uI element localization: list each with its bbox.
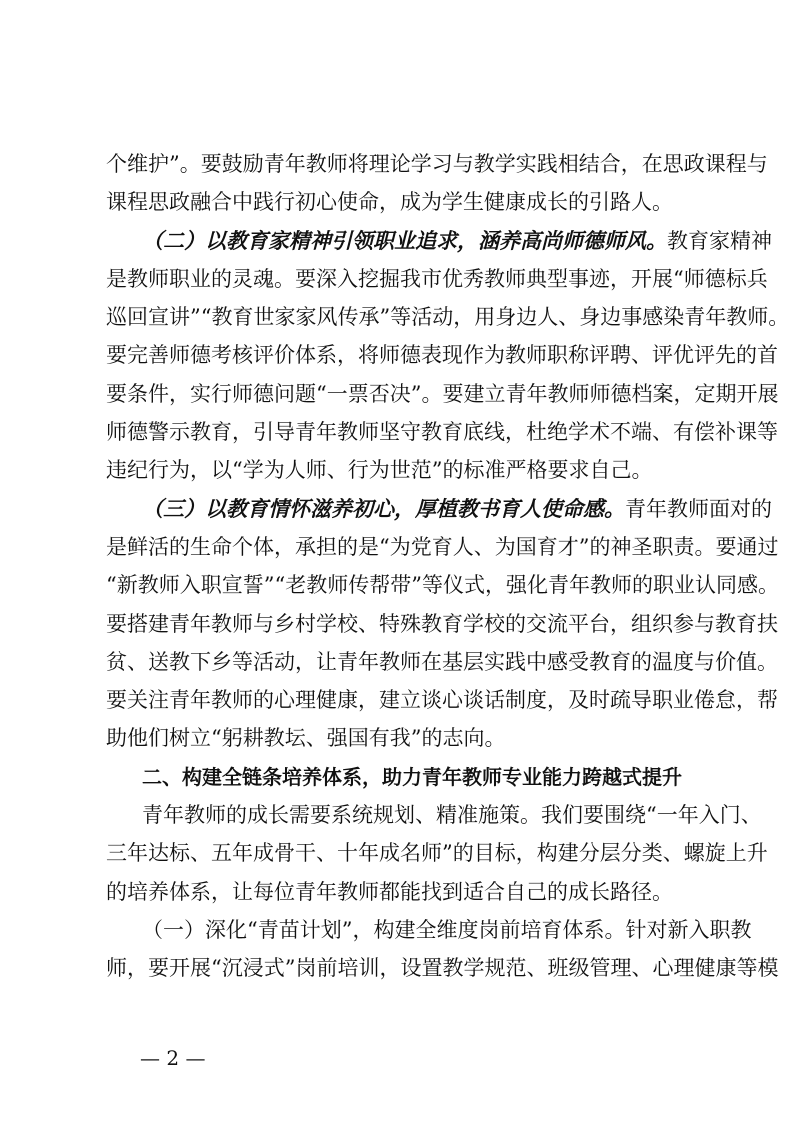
line-text: 课程思政融合中践行初心使命，成为学生健康成长的引路人。 [106, 190, 673, 215]
text-line [106, 796, 762, 834]
line-text: 师，要开展“沉浸式”岗前培训，设置教学规范、班级管理、心理健康等模 [106, 956, 779, 981]
text-line [106, 605, 778, 643]
line-text: 的培养体系，让每位青年教师都能找到适合自己的成长路径。 [106, 879, 673, 904]
text-line [106, 260, 768, 298]
text-line [106, 643, 778, 681]
text-line [106, 873, 692, 911]
line-text: 助他们树立“躬耕教坛、强国有我”的志向。 [106, 726, 506, 751]
text-line [106, 336, 778, 374]
section-heading [106, 758, 692, 796]
line-text: 个维护”。要鼓励青年教师将理论学习与教学实践相结合，在思政课程与 [106, 152, 768, 176]
line-text: 青年教师面对的 [625, 496, 772, 521]
text-line [106, 490, 772, 528]
paragraph [106, 911, 779, 988]
text-line [106, 451, 692, 489]
text-line [106, 145, 768, 183]
document-body [106, 145, 790, 988]
line-text: 三年达标、五年成骨干、十年成名师”的目标，构建分层分类、螺旋上升 [106, 841, 768, 866]
line-text: 是鲜活的生命个体，承担的是“为党育人、为国育才”的神圣职责。要通过 [106, 534, 779, 559]
line-text: 要搭建青年教师与乡村学校、特殊教育学校的交流平台，组织参与教育扶 [106, 611, 778, 636]
text-line [106, 298, 790, 336]
line-text: （一）深化“青苗计划”，构建全维度岗前培育体系。针对新入职教 [142, 917, 752, 942]
bold-lead: （二）以教育家精神引领职业追求，涵养高尚师德师风。 [142, 227, 667, 253]
text-line [106, 719, 692, 757]
text-line [106, 758, 692, 796]
line-text: 师德警示教育，引导青年教师坚守教育底线，杜绝学术不端、有偿补课等 [106, 420, 778, 445]
text-line [106, 413, 778, 451]
line-text: 二、构建全链条培养体系，助力青年教师专业能力跨越式提升 [142, 764, 682, 789]
text-line [106, 222, 772, 260]
line-text: 教育家精神 [667, 228, 772, 253]
line-text: 巡回宣讲”“教育世家家风传承”等活动，用身边人、身边事感染青年教师。 [106, 305, 790, 330]
bold-lead: （三）以教育情怀滋养初心，厚植教书育人使命感。 [142, 495, 625, 521]
line-text: “新教师入职宣誓”“老教师传帮带”等仪式，强化青年教师的职业认同感。 [106, 573, 779, 598]
text-line [106, 528, 779, 566]
page-number: — 2 — [140, 1046, 206, 1070]
line-text: 贫、送教下乡等活动，让青年教师在基层实践中感受教育的温度与价值。 [106, 649, 778, 674]
paragraph [106, 222, 790, 490]
line-text: 违纪行为，以“学为人师、行为世范”的标准严格要求自己。 [106, 458, 653, 483]
text-line [106, 834, 768, 872]
text-line [106, 911, 752, 949]
text-line [106, 566, 779, 604]
text-line [106, 375, 779, 413]
paragraph [106, 796, 768, 911]
text-line [106, 949, 779, 987]
paragraph [106, 490, 779, 758]
paragraph [106, 145, 768, 222]
text-line [106, 681, 778, 719]
line-text: 青年教师的成长需要系统规划、精准施策。我们要围绕“一年入门、 [142, 803, 762, 828]
line-text: 要关注青年教师的心理健康，建立谈心谈话制度，及时疏导职业倦怠，帮 [106, 688, 778, 713]
line-text: 要条件，实行师德问题“一票否决”。要建立青年教师师德档案，定期开展 [106, 381, 779, 406]
line-text: 要完善师德考核评价体系，将师德表现作为教师职称评聘、评优评先的首 [106, 343, 778, 368]
text-line [106, 183, 692, 221]
line-text: 是教师职业的灵魂。要深入挖掘我市优秀教师典型事迹，开展“师德标兵 [106, 266, 768, 291]
